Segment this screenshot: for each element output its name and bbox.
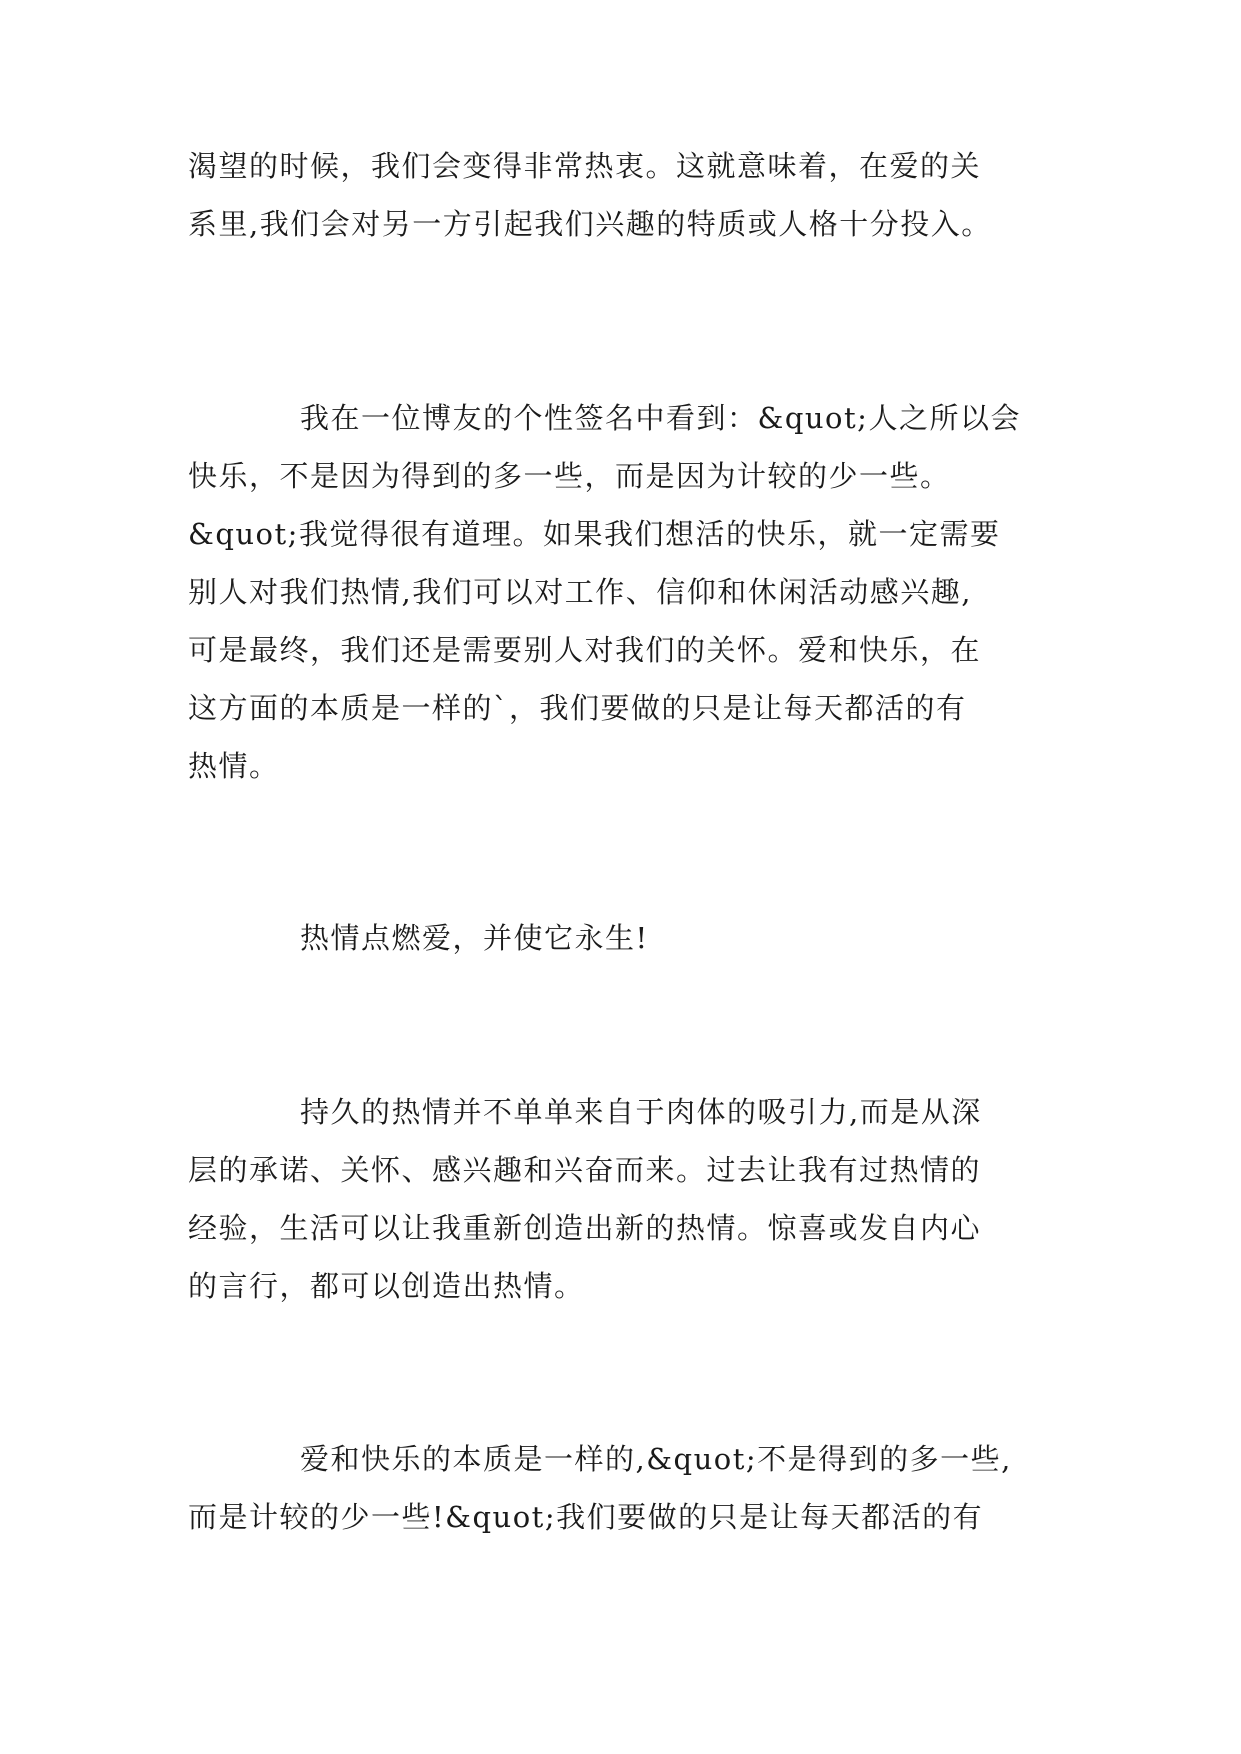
paragraph-line: 而是计较的少一些!&quot;我们要做的只是让每天都活的有 xyxy=(188,1500,984,1534)
paragraph-line: 这方面的本质是一样的`，我们要做的只是让每天都活的有 xyxy=(188,691,967,725)
paragraph-3 xyxy=(188,909,1068,967)
paragraph-line: 渴望的时候，我们会变得非常热衷。这就意味着，在爱的关 xyxy=(188,149,982,183)
paragraph-line: 层的承诺、关怀、感兴趣和兴奋而来。过去让我有过热情的 xyxy=(188,1153,982,1187)
paragraph-line: 可是最终，我们还是需要别人对我们的关怀。爱和快乐，在 xyxy=(188,633,982,667)
paragraph-line: 热情。 xyxy=(188,749,280,783)
paragraph-line: 热情点燃爱，并使它永生! xyxy=(300,921,649,955)
paragraph-line: 的言行，都可以创造出热情。 xyxy=(188,1269,585,1303)
paragraph-4 xyxy=(188,1083,1068,1315)
paragraph-5 xyxy=(188,1430,1068,1546)
paragraph-line: 持久的热情并不单单来自于肉体的吸引力,而是从深 xyxy=(300,1095,982,1129)
paragraph-line: 系里,我们会对另一方引起我们兴趣的特质或人格十分投入。 xyxy=(188,207,992,241)
paragraph-1 xyxy=(188,137,1068,253)
paragraph-line: 爱和快乐的本质是一样的,&quot;不是得到的多一些, xyxy=(300,1442,1012,1476)
paragraph-2 xyxy=(188,389,1068,795)
paragraph-line: 别人对我们热情,我们可以对工作、信仰和休闲活动感兴趣, xyxy=(188,575,972,609)
paragraph-line: 经验，生活可以让我重新创造出新的热情。惊喜或发自内心 xyxy=(188,1211,982,1245)
paragraph-line: 快乐，不是因为得到的多一些，而是因为计较的少一些。 xyxy=(188,459,951,493)
paragraph-line: &quot;我觉得很有道理。如果我们想活的快乐，就一定需要 xyxy=(188,517,1001,551)
paragraph-line: 我在一位博友的个性签名中看到：&quot;人之所以会 xyxy=(300,401,1021,435)
